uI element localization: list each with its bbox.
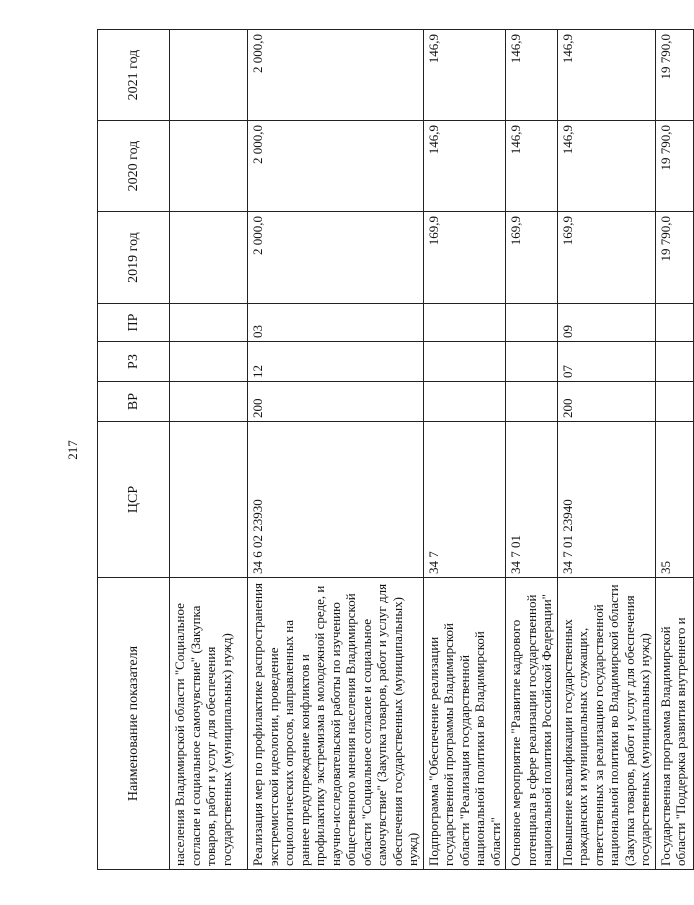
cell-name: населения Владимирской области "Социальное согласие и социальное самочувствие" (Закупка товаров, работ и услуг для обеспечения государственных (муниципальных) нужд) [170, 578, 248, 870]
cell-rz [506, 342, 558, 382]
page-number: 217 [65, 440, 80, 460]
cell-2021: 19 790,0 [655, 30, 693, 121]
cell-name: Реализация мер по профилактике распространения экстремистской идеологии, проведение социологических опросов, направленных на раннее предупреждение конфликтов и профилактику экстремизма в молодежной среде, и научно-исследовательской работы по изучению общественного мнения населения Владимирской области "Социальное согласие и социальное самочувствие" (Закупка товаров, работ и услуг для обеспечения государственных (муниципальных) нужд) [248, 578, 424, 870]
rotated-table-wrapper [97, 30, 688, 870]
cell-pr [423, 304, 506, 342]
cell-2021: 146,9 [506, 30, 558, 121]
cell-2021: 146,9 [423, 30, 506, 121]
cell-rz [655, 342, 693, 382]
cell-pr [170, 304, 248, 342]
cell-2021: 146,9 [557, 30, 655, 121]
cell-2020: 146,9 [506, 121, 558, 212]
cell-vr: 200 [557, 382, 655, 422]
cell-vr [170, 382, 248, 422]
cell-pr: 09 [557, 304, 655, 342]
header-csr: ЦСР [98, 422, 170, 578]
cell-csr: 35 [655, 422, 693, 578]
table-row [170, 30, 248, 870]
cell-pr [655, 304, 693, 342]
header-name: Наименование показателя [98, 578, 170, 870]
cell-name: Основное мероприятие "Развитие кадрового потенциала в сфере реализации государственной национальной политики Российской Федерации" [506, 578, 558, 870]
cell-2020: 2 000,0 [248, 121, 424, 212]
cell-rz: 07 [557, 342, 655, 382]
cell-rz: 12 [248, 342, 424, 382]
table-row [557, 30, 655, 870]
cell-2020: 146,9 [557, 121, 655, 212]
cell-name: Государственная программа Владимирской области "Поддержка развития внутреннего и [655, 578, 693, 870]
budget-table [97, 29, 694, 870]
header-2019: 2019 год [98, 212, 170, 304]
table-header-row [98, 30, 170, 870]
cell-pr: 03 [248, 304, 424, 342]
cell-csr: 34 7 01 [506, 422, 558, 578]
header-pr: ПР [98, 304, 170, 342]
cell-2020: 19 790,0 [655, 121, 693, 212]
cell-2019: 2 000,0 [248, 212, 424, 304]
cell-vr [655, 382, 693, 422]
cell-name: Подпрограмма "Обеспечение реализации государственной программы Владимирской области "Реализация государственной национальной политики во Владимирской области" [423, 578, 506, 870]
cell-vr [506, 382, 558, 422]
cell-vr [423, 382, 506, 422]
header-2020: 2020 год [98, 121, 170, 212]
cell-csr: 34 6 02 23930 [248, 422, 424, 578]
cell-rz [170, 342, 248, 382]
table-row [423, 30, 506, 870]
header-vr: ВР [98, 382, 170, 422]
cell-vr: 200 [248, 382, 424, 422]
cell-2021 [170, 30, 248, 121]
cell-2019: 169,9 [506, 212, 558, 304]
cell-2020: 146,9 [423, 121, 506, 212]
cell-csr [170, 422, 248, 578]
cell-csr: 34 7 01 23940 [557, 422, 655, 578]
cell-name: Повышение квалификации государственных гражданских и муниципальных служащих, ответственных за реализацию государственной национальной политики во Владимирской области (Закупка товаров, работ и услуг для обеспечения государственных (муниципальных) нужд) [557, 578, 655, 870]
table-row [506, 30, 558, 870]
cell-2021: 2 000,0 [248, 30, 424, 121]
cell-2019: 19 790,0 [655, 212, 693, 304]
cell-2019: 169,9 [557, 212, 655, 304]
cell-2019 [170, 212, 248, 304]
cell-rz [423, 342, 506, 382]
header-rz: РЗ [98, 342, 170, 382]
cell-2019: 169,9 [423, 212, 506, 304]
cell-pr [506, 304, 558, 342]
cell-csr: 34 7 [423, 422, 506, 578]
cell-2020 [170, 121, 248, 212]
header-2021: 2021 год [98, 30, 170, 121]
table-row [248, 30, 424, 870]
table-row [655, 30, 693, 870]
